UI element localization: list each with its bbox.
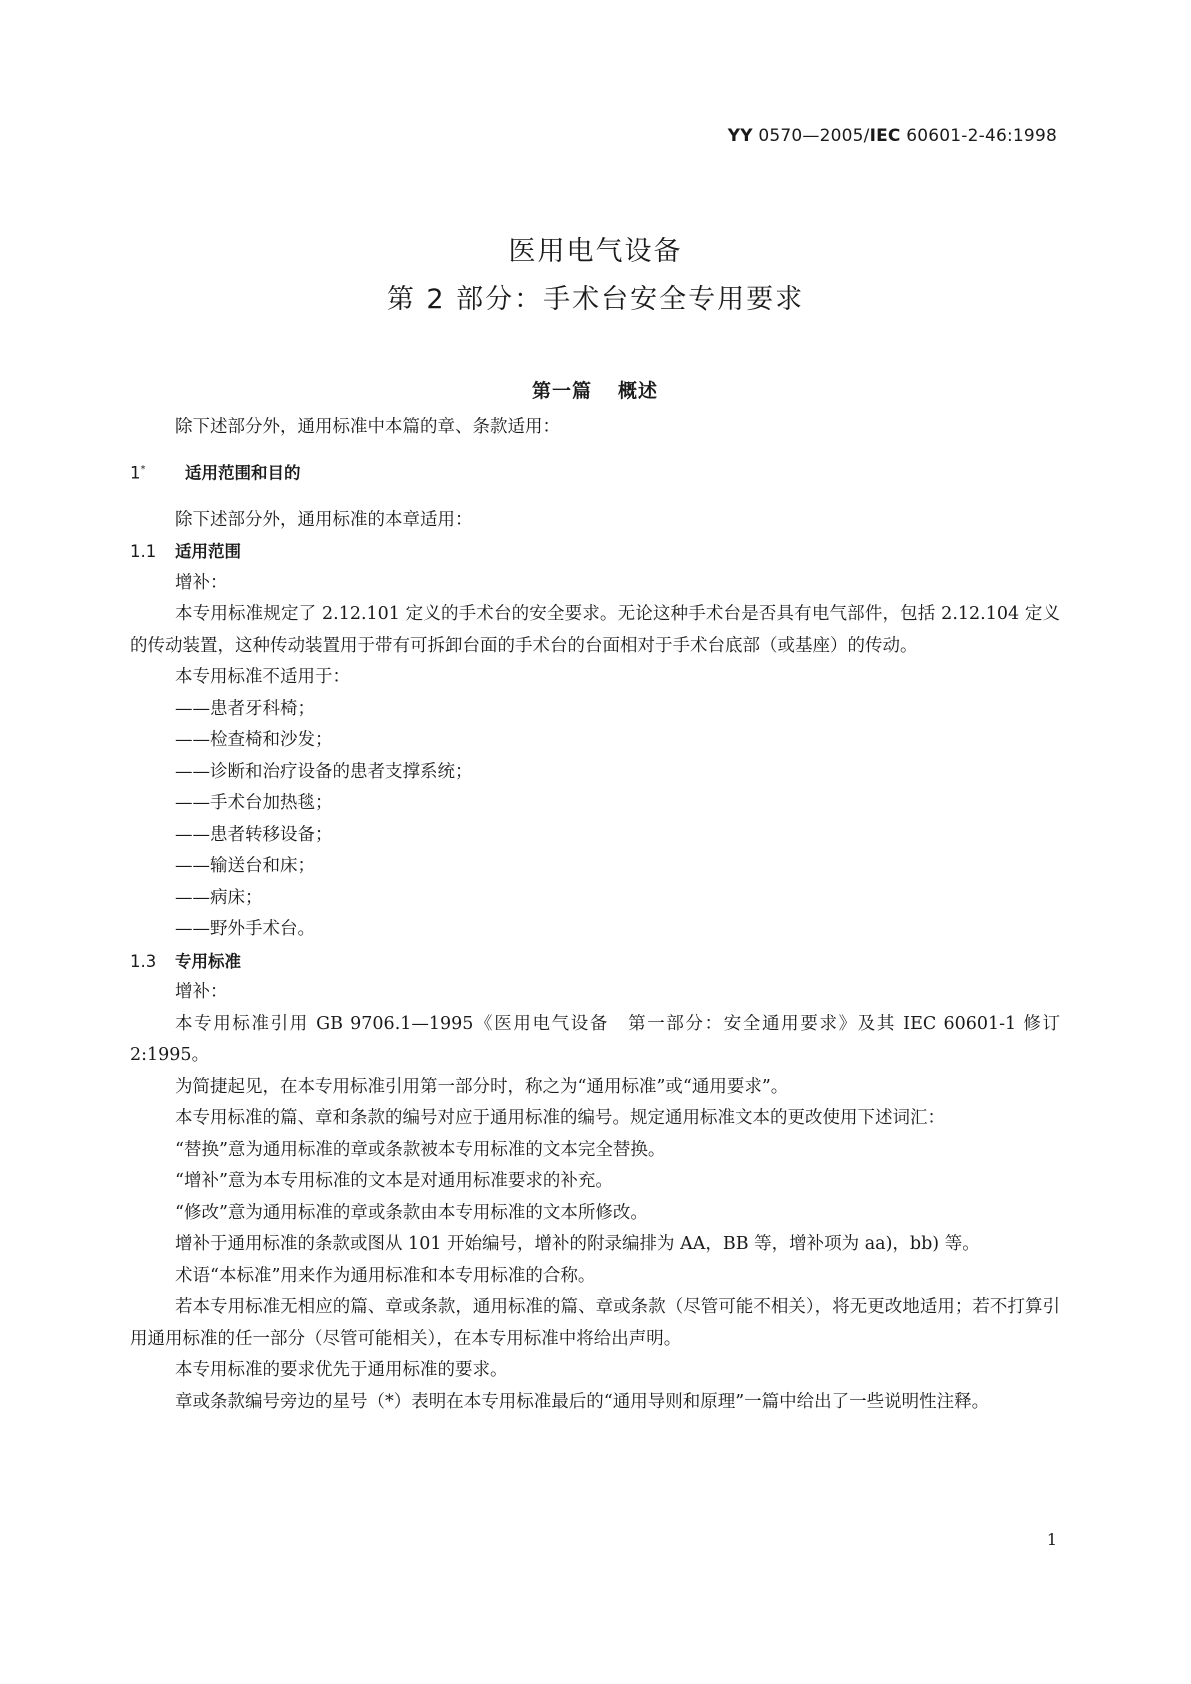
standard-code [728, 126, 1057, 146]
intro-paragraph: 除下述部分外，通用标准中本篇的章、条款适用： [175, 417, 560, 437]
title-line-2: 第 2 部分：手术台安全专用要求 [386, 284, 805, 315]
section-1-3-paragraph: 增补于通用标准的条款或图从 101 开始编号，增补的附录编排为 AA，BB 等，增补项为 aa)，bb) 等。 [175, 1234, 980, 1254]
section-1-1-number: 1.1 [130, 542, 157, 561]
part-heading [130, 370, 1060, 412]
section-1-1-para-1: 本专用标准规定了 2.12.101 定义的手术台的安全要求。无论这种手术台是否具有电气部件，包括 2.12.104 定义的传动装置，这种传动装置用于带有可拆卸台面的手术台的台面相对于手术台底部（或基座）的传动。 [130, 604, 1060, 656]
section-1-3-paragraph: “替换”意为通用标准的章或条款被本专用标准的文本完全替换。 [175, 1139, 666, 1160]
section-1-intro: 除下述部分外，通用标准的本章适用： [175, 509, 473, 530]
section-1-asterisk: * [140, 463, 146, 475]
document-body [130, 370, 1060, 1418]
section-1-3-paragraph: 本专用标准引用 GB 9706.1—1995《医用电气设备 第一部分：安全通用要求》及其 IEC 60601-1 修订 2:1995。 [130, 1013, 1060, 1065]
part-label: 第一篇 [531, 380, 592, 402]
standard-prefix-yy: YY [727, 126, 753, 146]
section-1-3-title: 专用标准 [175, 951, 241, 971]
standard-prefix-iec: IEC [869, 126, 901, 146]
section-1-3-add-label: 增补： [175, 982, 228, 1002]
section-1-number: 1 [130, 463, 141, 482]
exclusion-item: ——野外手术台。 [175, 919, 315, 939]
exclusion-item: ——病床； [175, 887, 263, 908]
section-1-1-heading [130, 536, 1060, 568]
section-1-3-heading [130, 946, 1060, 978]
section-1-3-paragraph: 为简捷起见，在本专用标准引用第一部分时，称之为“通用标准”或“通用要求”。 [175, 1076, 789, 1097]
section-1-1-title: 适用范围 [175, 542, 241, 561]
standard-number-yy: 0570—2005/ [752, 126, 870, 146]
exclusion-item: ——输送台和床； [175, 856, 315, 876]
standard-number-iec: 60601-2-46:1998 [900, 126, 1057, 146]
document-title [0, 228, 1191, 324]
section-1-3-paragraph: 若本专用标准无相应的篇、章或条款，通用标准的篇、章或条款（尽管可能不相关），将无更改地适用；若不打算引用通用标准的任一部分（尽管可能相关），在本专用标准中将给出声明。 [130, 1297, 1060, 1349]
section-1-title: 适用范围和目的 [185, 463, 301, 482]
section-1-3-paragraph: “增补”意为本专用标准的文本是对通用标准要求的补充。 [175, 1171, 613, 1191]
section-1-3-paragraph: “修改”意为通用标准的章或条款由本专用标准的文本所修改。 [175, 1202, 648, 1223]
section-1-3-paragraph: 本专用标准的篇、章和条款的编号对应于通用标准的编号。规定通用标准文本的更改使用下述词汇： [175, 1108, 945, 1128]
section-1-3-paragraph: 本专用标准的要求优先于通用标准的要求。 [175, 1360, 508, 1380]
section-1-heading [130, 454, 1060, 489]
exclusion-item: ——患者牙科椅； [175, 698, 315, 719]
section-1-1-add-label: 增补： [175, 572, 228, 593]
section-1-3-paragraph: 术语“本标准”用来作为通用标准和本专用标准的合称。 [175, 1265, 596, 1286]
section-1-1-para-2: 本专用标准不适用于： [175, 667, 350, 687]
section-1-3-paragraph: 章或条款编号旁边的星号（*）表明在本专用标准最后的“通用导则和原理”一篇中给出了一些说明性注释。 [175, 1391, 990, 1412]
section-1-3-number: 1.3 [130, 951, 157, 971]
page-number: 1 [1046, 1530, 1057, 1549]
exclusion-item: ——检查椅和沙发； [175, 730, 333, 750]
exclusion-item: ——患者转移设备； [175, 824, 333, 845]
title-line-1: 医用电气设备 [508, 236, 683, 267]
exclusion-item: ——诊断和治疗设备的患者支撑系统； [175, 761, 473, 782]
part-name: 概述 [618, 380, 659, 402]
exclusion-item: ——手术台加热毯； [175, 793, 333, 813]
